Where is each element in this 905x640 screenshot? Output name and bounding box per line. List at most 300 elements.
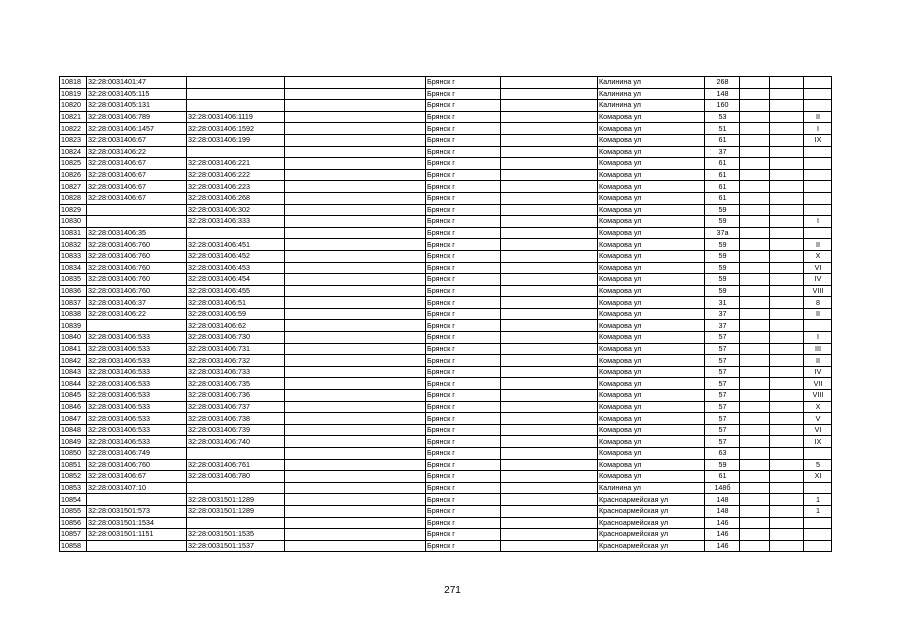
cell-record-number: 10843	[60, 366, 87, 378]
cell-structure	[770, 355, 804, 367]
cell-street: Калинина ул	[598, 77, 705, 89]
cell-cadastral-number: 32:28:0031406:760	[87, 285, 187, 297]
cell-building	[740, 332, 770, 344]
cell-cadastral-number: 32:28:0031406:760	[87, 274, 187, 286]
cell-region	[285, 100, 426, 112]
cell-building	[740, 239, 770, 251]
cell-record-number: 10835	[60, 274, 87, 286]
cell-building	[740, 308, 770, 320]
cell-apartment	[804, 100, 832, 112]
cell-street: Комарова ул	[598, 401, 705, 413]
cell-district	[501, 494, 598, 506]
cell-street: Комарова ул	[598, 390, 705, 402]
cell-region	[285, 529, 426, 541]
cell-apartment: X	[804, 401, 832, 413]
cell-object-cadastral-number: 32:28:0031406:268	[187, 192, 285, 204]
cell-house: 61	[705, 158, 740, 170]
cell-house: 57	[705, 343, 740, 355]
cell-object-cadastral-number	[187, 100, 285, 112]
cell-cadastral-number: 32:28:0031406:533	[87, 390, 187, 402]
table-row	[60, 355, 832, 367]
cell-structure	[770, 169, 804, 181]
cell-record-number: 10842	[60, 355, 87, 367]
cell-structure	[770, 297, 804, 309]
cell-region	[285, 262, 426, 274]
cell-apartment: IV	[804, 274, 832, 286]
cell-object-cadastral-number	[187, 88, 285, 100]
cell-street: Комарова ул	[598, 227, 705, 239]
cell-house: 61	[705, 471, 740, 483]
cell-district	[501, 274, 598, 286]
cell-record-number: 10853	[60, 482, 87, 494]
cell-house: 57	[705, 413, 740, 425]
cell-structure	[770, 482, 804, 494]
cell-city: Брянск г	[426, 390, 501, 402]
cell-region	[285, 216, 426, 228]
cell-object-cadastral-number: 32:28:0031406:451	[187, 239, 285, 251]
cell-cadastral-number: 32:28:0031501:1534	[87, 517, 187, 529]
cell-apartment	[804, 204, 832, 216]
table-row	[60, 517, 832, 529]
cell-building	[740, 413, 770, 425]
cell-record-number: 10840	[60, 332, 87, 344]
cell-object-cadastral-number: 32:28:0031406:735	[187, 378, 285, 390]
cell-cadastral-number: 32:28:0031406:35	[87, 227, 187, 239]
cell-object-cadastral-number: 32:28:0031501:1289	[187, 505, 285, 517]
cell-object-cadastral-number	[187, 77, 285, 89]
cell-object-cadastral-number: 32:28:0031406:740	[187, 436, 285, 448]
cell-city: Брянск г	[426, 471, 501, 483]
cell-region	[285, 343, 426, 355]
table-row	[60, 216, 832, 228]
cell-house: 146	[705, 529, 740, 541]
cell-house: 37	[705, 320, 740, 332]
cell-record-number: 10848	[60, 424, 87, 436]
cell-city: Брянск г	[426, 192, 501, 204]
cell-apartment	[804, 192, 832, 204]
cell-record-number: 10851	[60, 459, 87, 471]
cell-building	[740, 494, 770, 506]
cell-cadastral-number: 32:28:0031405:115	[87, 88, 187, 100]
table-row	[60, 471, 832, 483]
cell-region	[285, 88, 426, 100]
table-row	[60, 111, 832, 123]
cell-apartment: II	[804, 239, 832, 251]
cell-object-cadastral-number: 32:28:0031406:453	[187, 262, 285, 274]
cell-building	[740, 146, 770, 158]
cell-region	[285, 424, 426, 436]
cell-structure	[770, 227, 804, 239]
cell-apartment: VII	[804, 378, 832, 390]
cell-street: Комарова ул	[598, 146, 705, 158]
cell-cadastral-number: 32:28:0031406:533	[87, 413, 187, 425]
cell-district	[501, 540, 598, 552]
cell-building	[740, 459, 770, 471]
table-row	[60, 529, 832, 541]
cell-object-cadastral-number: 32:28:0031406:733	[187, 366, 285, 378]
cell-district	[501, 320, 598, 332]
cell-city: Брянск г	[426, 158, 501, 170]
cell-record-number: 10849	[60, 436, 87, 448]
cell-structure	[770, 471, 804, 483]
cell-house: 57	[705, 378, 740, 390]
cell-apartment	[804, 158, 832, 170]
cell-house: 37	[705, 308, 740, 320]
table-row	[60, 482, 832, 494]
cell-apartment	[804, 448, 832, 460]
cell-structure	[770, 192, 804, 204]
cell-city: Брянск г	[426, 308, 501, 320]
cell-building	[740, 227, 770, 239]
cell-region	[285, 192, 426, 204]
cell-cadastral-number: 32:28:0031406:749	[87, 448, 187, 460]
cell-city: Брянск г	[426, 227, 501, 239]
cell-building	[740, 482, 770, 494]
cell-region	[285, 366, 426, 378]
cell-house: 57	[705, 332, 740, 344]
table-row	[60, 100, 832, 112]
cell-record-number: 10856	[60, 517, 87, 529]
cell-house: 59	[705, 204, 740, 216]
cell-record-number: 10850	[60, 448, 87, 460]
cell-city: Брянск г	[426, 366, 501, 378]
table-row	[60, 169, 832, 181]
cell-cadastral-number: 32:28:0031406:789	[87, 111, 187, 123]
cell-record-number: 10826	[60, 169, 87, 181]
cell-house: 61	[705, 181, 740, 193]
cell-building	[740, 390, 770, 402]
cell-city: Брянск г	[426, 482, 501, 494]
cell-object-cadastral-number: 32:28:0031406:738	[187, 413, 285, 425]
cell-record-number: 10838	[60, 308, 87, 320]
cell-district	[501, 285, 598, 297]
cell-record-number: 10832	[60, 239, 87, 251]
cell-cadastral-number: 32:28:0031406:22	[87, 146, 187, 158]
table-row	[60, 250, 832, 262]
cell-apartment	[804, 517, 832, 529]
cell-street: Комарова ул	[598, 285, 705, 297]
cell-apartment	[804, 169, 832, 181]
cell-street: Красноармейская ул	[598, 540, 705, 552]
cell-cadastral-number: 32:28:0031406:37	[87, 297, 187, 309]
cell-street: Комарова ул	[598, 332, 705, 344]
cell-district	[501, 158, 598, 170]
cell-apartment: VI	[804, 424, 832, 436]
cell-structure	[770, 250, 804, 262]
cell-apartment: II	[804, 355, 832, 367]
table-row	[60, 285, 832, 297]
cell-apartment	[804, 227, 832, 239]
cell-object-cadastral-number: 32:28:0031406:51	[187, 297, 285, 309]
cell-house: 31	[705, 297, 740, 309]
cell-street: Комарова ул	[598, 297, 705, 309]
cell-street: Красноармейская ул	[598, 529, 705, 541]
cell-record-number: 10845	[60, 390, 87, 402]
cell-district	[501, 436, 598, 448]
cell-district	[501, 448, 598, 460]
cell-cadastral-number: 32:28:0031407:10	[87, 482, 187, 494]
cell-city: Брянск г	[426, 343, 501, 355]
cell-district	[501, 297, 598, 309]
cell-record-number: 10821	[60, 111, 87, 123]
cell-building	[740, 134, 770, 146]
cell-district	[501, 471, 598, 483]
cell-street: Красноармейская ул	[598, 494, 705, 506]
cell-structure	[770, 274, 804, 286]
cell-city: Брянск г	[426, 320, 501, 332]
cell-structure	[770, 158, 804, 170]
cell-record-number: 10837	[60, 297, 87, 309]
cell-street: Красноармейская ул	[598, 517, 705, 529]
cell-house: 51	[705, 123, 740, 135]
table-row	[60, 343, 832, 355]
cell-city: Брянск г	[426, 459, 501, 471]
cell-building	[740, 366, 770, 378]
cell-street: Комарова ул	[598, 239, 705, 251]
cell-district	[501, 100, 598, 112]
cell-house: 57	[705, 355, 740, 367]
cell-structure	[770, 494, 804, 506]
cell-building	[740, 111, 770, 123]
cell-city: Брянск г	[426, 216, 501, 228]
cell-record-number: 10852	[60, 471, 87, 483]
cell-building	[740, 77, 770, 89]
cell-building	[740, 540, 770, 552]
cell-street: Комарова ул	[598, 192, 705, 204]
cell-street: Калинина ул	[598, 100, 705, 112]
cell-object-cadastral-number: 32:28:0031406:221	[187, 158, 285, 170]
cell-object-cadastral-number	[187, 448, 285, 460]
cell-record-number: 10841	[60, 343, 87, 355]
cell-building	[740, 471, 770, 483]
cell-district	[501, 366, 598, 378]
cell-record-number: 10823	[60, 134, 87, 146]
cell-structure	[770, 239, 804, 251]
cell-object-cadastral-number: 32:28:0031406:455	[187, 285, 285, 297]
cell-object-cadastral-number: 32:28:0031406:730	[187, 332, 285, 344]
cell-city: Брянск г	[426, 332, 501, 344]
cell-cadastral-number: 32:28:0031501:1151	[87, 529, 187, 541]
cell-city: Брянск г	[426, 123, 501, 135]
cell-cadastral-number: 32:28:0031401:47	[87, 77, 187, 89]
cell-record-number: 10824	[60, 146, 87, 158]
cell-record-number: 10836	[60, 285, 87, 297]
cell-object-cadastral-number: 32:28:0031406:780	[187, 471, 285, 483]
cell-region	[285, 285, 426, 297]
cell-house: 160	[705, 100, 740, 112]
table-row	[60, 192, 832, 204]
cell-cadastral-number: 32:28:0031406:533	[87, 378, 187, 390]
cell-district	[501, 355, 598, 367]
cell-city: Брянск г	[426, 111, 501, 123]
cell-district	[501, 169, 598, 181]
cell-city: Брянск г	[426, 181, 501, 193]
cell-record-number: 10846	[60, 401, 87, 413]
cell-cadastral-number	[87, 540, 187, 552]
cell-structure	[770, 540, 804, 552]
table-row	[60, 540, 832, 552]
cell-cadastral-number: 32:28:0031406:533	[87, 332, 187, 344]
cell-building	[740, 123, 770, 135]
cell-house: 59	[705, 239, 740, 251]
cell-cadastral-number: 32:28:0031406:67	[87, 134, 187, 146]
cell-region	[285, 355, 426, 367]
cell-apartment: 8	[804, 297, 832, 309]
cell-object-cadastral-number: 32:28:0031406:731	[187, 343, 285, 355]
cell-building	[740, 192, 770, 204]
cell-building	[740, 424, 770, 436]
cell-house: 63	[705, 448, 740, 460]
cell-building	[740, 297, 770, 309]
cell-record-number: 10858	[60, 540, 87, 552]
cell-cadastral-number: 32:28:0031406:67	[87, 158, 187, 170]
cell-apartment: IV	[804, 366, 832, 378]
cell-record-number: 10855	[60, 505, 87, 517]
cell-district	[501, 181, 598, 193]
cell-apartment: II	[804, 111, 832, 123]
cell-street: Комарова ул	[598, 274, 705, 286]
cell-house: 59	[705, 262, 740, 274]
cell-city: Брянск г	[426, 378, 501, 390]
cell-street: Комарова ул	[598, 366, 705, 378]
cell-structure	[770, 320, 804, 332]
cell-structure	[770, 390, 804, 402]
cell-object-cadastral-number	[187, 227, 285, 239]
cell-apartment: 1	[804, 494, 832, 506]
registry-table-body	[60, 77, 832, 552]
cell-house: 148	[705, 88, 740, 100]
table-row	[60, 146, 832, 158]
page-number: 271	[444, 585, 461, 596]
cell-district	[501, 192, 598, 204]
cell-street: Комарова ул	[598, 320, 705, 332]
cell-city: Брянск г	[426, 134, 501, 146]
cell-city: Брянск г	[426, 169, 501, 181]
cell-region	[285, 158, 426, 170]
cell-region	[285, 471, 426, 483]
cell-street: Калинина ул	[598, 88, 705, 100]
cell-building	[740, 401, 770, 413]
cell-apartment: VIII	[804, 285, 832, 297]
cell-apartment	[804, 181, 832, 193]
cell-cadastral-number: 32:28:0031406:1457	[87, 123, 187, 135]
cell-building	[740, 285, 770, 297]
cell-building	[740, 250, 770, 262]
cell-street: Комарова ул	[598, 471, 705, 483]
cell-record-number: 10831	[60, 227, 87, 239]
cell-street: Комарова ул	[598, 181, 705, 193]
cell-city: Брянск г	[426, 204, 501, 216]
cell-cadastral-number: 32:28:0031406:22	[87, 308, 187, 320]
cell-district	[501, 390, 598, 402]
cell-district	[501, 111, 598, 123]
cell-apartment: VI	[804, 262, 832, 274]
cell-cadastral-number: 32:28:0031406:533	[87, 401, 187, 413]
table-row	[60, 239, 832, 251]
cell-structure	[770, 77, 804, 89]
cell-region	[285, 250, 426, 262]
cell-building	[740, 378, 770, 390]
cell-structure	[770, 181, 804, 193]
cell-building	[740, 355, 770, 367]
cell-object-cadastral-number	[187, 517, 285, 529]
table-row	[60, 448, 832, 460]
cell-building	[740, 320, 770, 332]
cell-city: Брянск г	[426, 413, 501, 425]
cell-apartment: X	[804, 250, 832, 262]
table-row	[60, 424, 832, 436]
table-row	[60, 297, 832, 309]
cell-street: Комарова ул	[598, 123, 705, 135]
cell-house: 59	[705, 285, 740, 297]
cell-cadastral-number: 32:28:0031406:760	[87, 262, 187, 274]
cell-city: Брянск г	[426, 355, 501, 367]
cell-cadastral-number	[87, 204, 187, 216]
cell-building	[740, 517, 770, 529]
cell-record-number: 10834	[60, 262, 87, 274]
cell-building	[740, 88, 770, 100]
cell-street: Калинина ул	[598, 482, 705, 494]
cell-house: 57	[705, 366, 740, 378]
cell-house: 57	[705, 401, 740, 413]
cell-city: Брянск г	[426, 274, 501, 286]
cell-district	[501, 413, 598, 425]
cell-street: Комарова ул	[598, 308, 705, 320]
cell-region	[285, 401, 426, 413]
cell-region	[285, 77, 426, 89]
cell-record-number: 10828	[60, 192, 87, 204]
cell-cadastral-number: 32:28:0031406:67	[87, 471, 187, 483]
cell-apartment	[804, 77, 832, 89]
cell-building	[740, 262, 770, 274]
cell-apartment	[804, 482, 832, 494]
cell-apartment	[804, 540, 832, 552]
cell-apartment: XI	[804, 471, 832, 483]
cell-structure	[770, 332, 804, 344]
cell-district	[501, 459, 598, 471]
cell-cadastral-number: 32:28:0031405:131	[87, 100, 187, 112]
cell-region	[285, 169, 426, 181]
cell-building	[740, 181, 770, 193]
cell-object-cadastral-number: 32:28:0031406:222	[187, 169, 285, 181]
table-row	[60, 436, 832, 448]
cell-city: Брянск г	[426, 285, 501, 297]
cell-street: Комарова ул	[598, 204, 705, 216]
cell-house: 59	[705, 459, 740, 471]
cell-object-cadastral-number: 32:28:0031406:452	[187, 250, 285, 262]
cell-city: Брянск г	[426, 239, 501, 251]
cell-street: Комарова ул	[598, 158, 705, 170]
cell-object-cadastral-number: 32:28:0031406:737	[187, 401, 285, 413]
cell-structure	[770, 436, 804, 448]
cell-record-number: 10822	[60, 123, 87, 135]
cell-house: 57	[705, 424, 740, 436]
table-row	[60, 366, 832, 378]
table-row	[60, 123, 832, 135]
cell-house: 37	[705, 146, 740, 158]
cell-structure	[770, 401, 804, 413]
cell-structure	[770, 424, 804, 436]
cell-record-number: 10829	[60, 204, 87, 216]
cell-apartment: 1	[804, 505, 832, 517]
cell-cadastral-number: 32:28:0031406:533	[87, 436, 187, 448]
cell-city: Брянск г	[426, 517, 501, 529]
cell-building	[740, 204, 770, 216]
table-row	[60, 378, 832, 390]
cell-structure	[770, 308, 804, 320]
cell-structure	[770, 366, 804, 378]
cell-district	[501, 308, 598, 320]
